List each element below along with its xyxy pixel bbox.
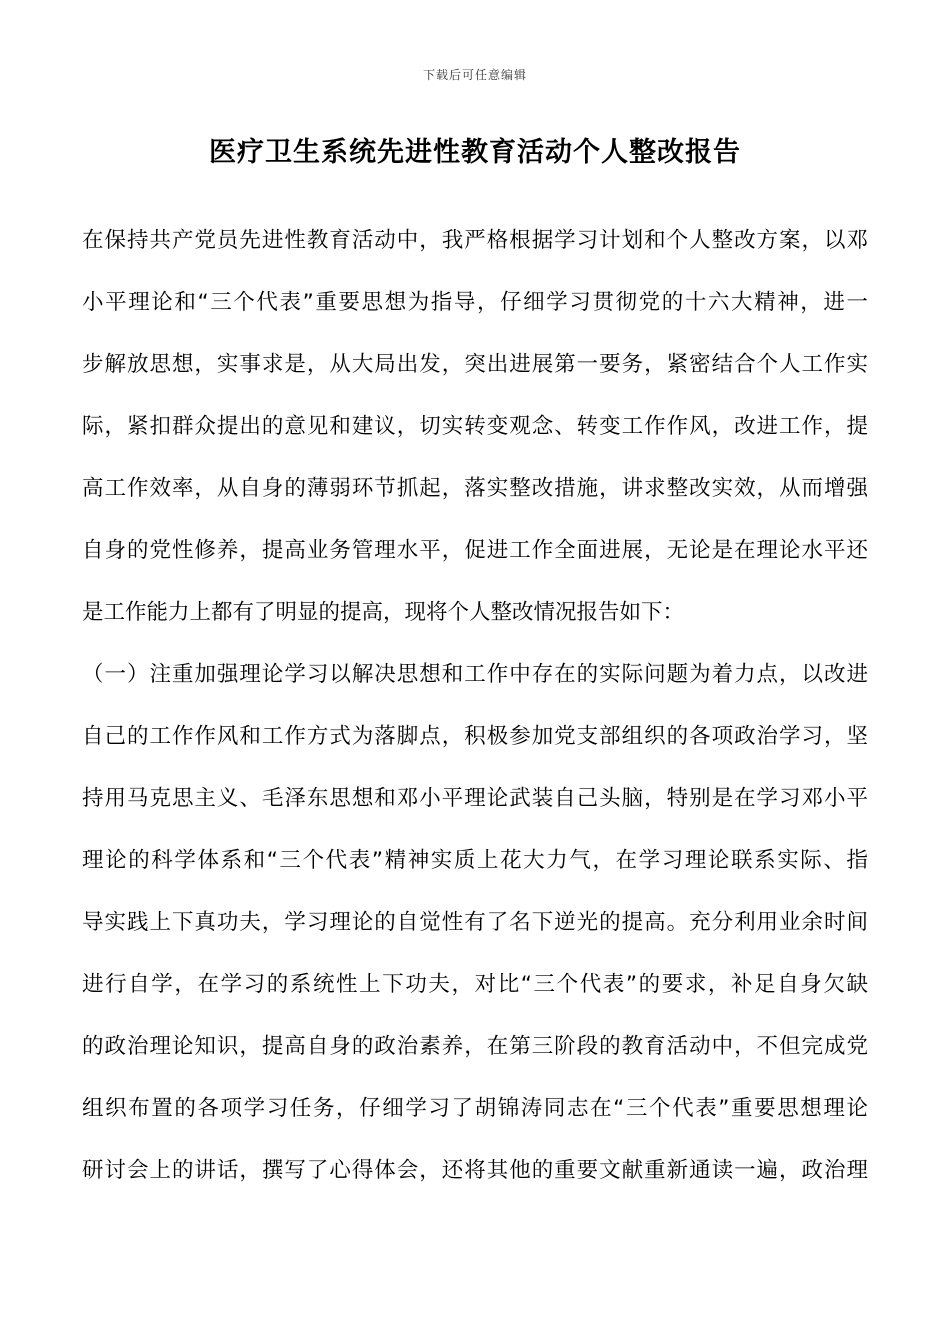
text-line: 步解放思想，实事求是，从大局出发，突出进展第一要务，紧密结合个人工作实: [82, 352, 868, 377]
text-line: （一）注重加强理论学习以解决思想和工作中存在的实际问题为着力点，以改进: [82, 662, 868, 687]
text-line: 际，紧扣群众提出的意见和建议，切实转变观念、转变工作作风，改进工作，提: [82, 414, 868, 439]
text-line: 的政治理论知识，提高自身的政治素养，在第三阶段的教育活动中，不但完成党: [82, 1034, 868, 1059]
text-line: 理论的科学体系和“三个代表”精神实质上花大力气，在学习理论联系实际、指: [82, 848, 868, 873]
text-line: 小平理论和“三个代表”重要思想为指导，仔细学习贯彻党的十六大精神，进一: [82, 290, 868, 315]
text-line: 是工作能力上都有了明显的提高，现将个人整改情况报告如下：: [82, 600, 685, 625]
text-line: 组织布置的各项学习任务，仔细学习了胡锦涛同志在“三个代表”重要思想理论: [82, 1096, 868, 1121]
text-line: 进行自学，在学习的系统性上下功夫，对比“三个代表”的要求，补足自身欠缺: [82, 972, 868, 997]
text-line: 高工作效率，从自身的薄弱环节抓起，落实整改措施，讲求整改实效，从而增强: [82, 476, 868, 501]
header-note: 下载后可任意编辑: [422, 68, 527, 82]
document-title: 医疗卫生系统先进性教育活动个人整改报告: [209, 137, 741, 168]
text-line: 导实践上下真功夫，学习理论的自觉性有了名下逆光的提高。充分利用业余时间: [82, 910, 868, 935]
text-line: 自己的工作作风和工作方式为落脚点，积极参加党支部组织的各项政治学习，坚: [82, 724, 868, 749]
text-line: 在保持共产党员先进性教育活动中，我严格根据学习计划和个人整改方案，以邓: [82, 228, 868, 253]
text-line: 研讨会上的讲话，撰写了心得体会，还将其他的重要文献重新通读一遍，政治理: [82, 1158, 868, 1183]
text-line: 自身的党性修养，提高业务管理水平，促进工作全面进展，无论是在理论水平还: [82, 538, 868, 563]
body-text: [82, 210, 868, 1202]
text-line: 持用马克思主义、毛泽东思想和邓小平理论武装自己头脑，特别是在学习邓小平: [82, 786, 868, 811]
